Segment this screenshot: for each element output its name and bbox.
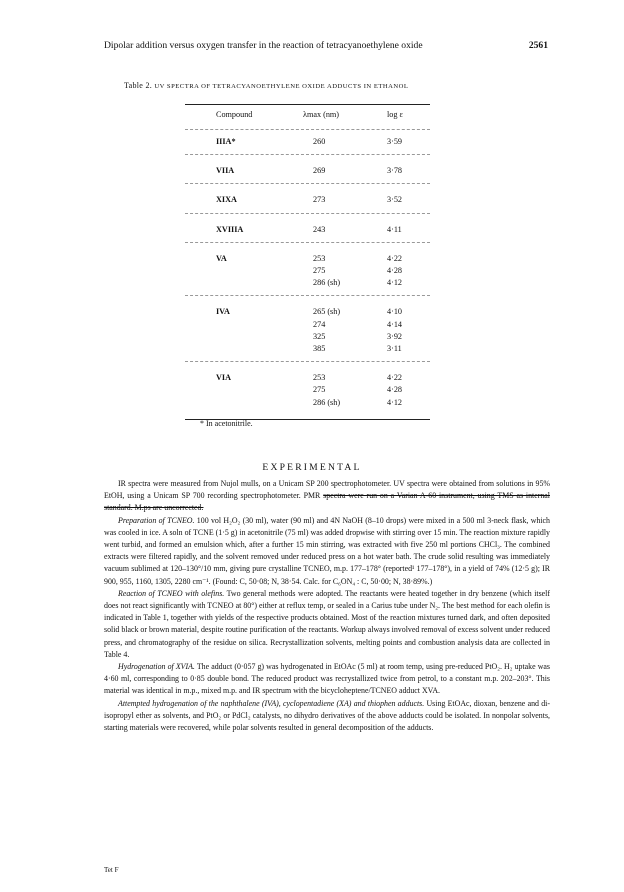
table-label: Table 2. [124, 81, 153, 90]
row-separator [185, 183, 430, 184]
lambda-cell: 275 [313, 266, 326, 275]
paragraph [104, 478, 550, 515]
paragraph-lead: Reaction of TCNEO with olefins. [118, 588, 225, 598]
section-heading: EXPERIMENTAL [262, 462, 362, 473]
paragraph-lead: Preparation of TCNEO. [118, 515, 195, 525]
lambda-cell: 274 [313, 319, 326, 329]
lambda-cell: 260 [313, 137, 326, 146]
loge-cell: 4·28 [387, 385, 403, 395]
table-footnote: * In acetonitrile. [200, 419, 253, 428]
row-separator [185, 213, 430, 214]
compound-cell: VIA [216, 373, 232, 383]
paragraph-lead: Hydrogenation of XVIA. [118, 662, 195, 672]
loge-cell: 4·12 [387, 278, 403, 288]
paragraph-text: 100 vol H₂O₂ (30 ml), water (90 ml) and 4N NaOH (8–10 drops) were mixed in a 500 ml 3-neck flask, which was cooled in ice. A soln of TCNE (1·5 g) in acetonitrile (75 ml) was added dropwise with stirring over 15 min. The reaction mixture rapidly went turbid, and formed an emulsion which, after a further 15 min stirring, was extracted with five 250 ml portions CHCl₃. The combined extracts were filtered rapidly, and the solvent removed under reduced press on a hot water bath. The crude solid resulting was immediately vacuum sublimed at 120–130°/10 mm, giving pure crystalline TCNEO, m.p. 177–178° (reported¹ 177–178°), in a yield of 74% (12·5 g); IR 900, 955, 1160, 1305, 2280 cm⁻¹. (Found: C, 50·08; N, 38·54. Calc. for C₆ON₄ : C, 50·00; N, 38·89%.) [104, 515, 550, 586]
paragraph-text: The adduct (0·057 g) was hydrogenated in EtOAc (5 ml) at room temp, using pre-reduced PtO₂. H₂ uptake was 4·60 ml, corresponding to 0·85 double bond. The reduced product was recrystallized twice from petrol, to a constant m.p. 202–203°. This material was identical in m.p., mixed m.p. and IR spectrum with the bicycloheptene/TCNEO adduct XVA. [104, 662, 550, 696]
lambda-cell: 385 [313, 344, 326, 353]
lambda-cell: 243 [313, 224, 326, 234]
paragraph [104, 661, 550, 698]
paragraph [104, 515, 550, 588]
uv-spectra-table [185, 104, 430, 422]
row-separator [185, 361, 430, 362]
paragraph-lead: Attempted hydrogenation of the naphthalene (IVA), cyclopentadiene (XA) and thiophen adducts. [118, 698, 425, 708]
compound-cell: XIXA [216, 195, 237, 205]
loge-cell: 4·28 [387, 266, 403, 275]
lambda-cell: 275 [313, 385, 326, 395]
loge-cell: 4·14 [387, 319, 403, 329]
compound-cell: IIIA* [216, 137, 236, 146]
lambda-cell: 273 [313, 195, 326, 205]
running-title: Dipolar addition versus oxygen transfer in the reaction of tetracyanoethylene oxide [104, 40, 423, 51]
lambda-cell: 269 [313, 166, 326, 176]
compound-cell: IVA [216, 307, 230, 317]
paragraph [104, 698, 550, 735]
row-separator [185, 154, 430, 155]
table-top-rule [185, 104, 430, 105]
row-separator [185, 242, 430, 243]
loge-cell: 4·10 [387, 307, 403, 317]
column-header-compound: Compound [216, 110, 253, 119]
lambda-cell: 253 [313, 373, 326, 383]
compound-cell: VIIA [216, 166, 235, 176]
column-header-lambda: λmax (nm) [303, 110, 340, 119]
loge-cell: 3·11 [387, 344, 402, 353]
paragraph-text: IR spectra were measured from Nujol mulls, on a Unicam SP 200 spectrophotometer. UV spectra were obtained from solutions in 95% EtOH, using a Unicam SP 700 recording spectrophotometer. PMR [104, 479, 550, 501]
loge-cell: 3·92 [387, 331, 403, 341]
loge-cell: 3·78 [387, 166, 403, 176]
column-header-loge: log ε [387, 110, 403, 119]
paragraph [104, 588, 550, 661]
running-header [104, 40, 548, 54]
row-separator [185, 295, 430, 296]
loge-cell: 4·12 [387, 397, 403, 407]
compound-cell: VA [216, 253, 227, 263]
paragraph-text: Using EtOAc, dioxan, benzene and di-isopropyl ether as solvents, and PtO₂ or PdCl₂ catalysts, no dihydro derivatives of the above adducts could be isolated. In nonpolar solvents, starting materials were recovered, while polar solvents resulted in general decomposition of the adducts. [104, 698, 551, 733]
lambda-cell: 286 (sh) [313, 278, 341, 288]
lambda-cell: 253 [313, 253, 326, 263]
corner-mark: Tet F [104, 866, 119, 874]
table-caption [124, 81, 408, 90]
experimental-text [104, 478, 550, 734]
loge-cell: 4·11 [387, 224, 402, 234]
table-header-rule [185, 129, 430, 130]
struck-text: spectra were run on a Varian A-60 instrument, using TMS as internal standard. M.ps are uncorrected. [104, 491, 550, 513]
lambda-cell: 265 (sh) [313, 307, 341, 317]
loge-cell: 4·22 [387, 253, 403, 263]
lambda-cell: 286 (sh) [313, 397, 341, 407]
page-number: 2561 [528, 40, 548, 51]
paragraph-text: Two general methods were adopted. The reactants were heated together in dry benzene (which itself does not react significantly with TCNEO at 80°) either at reflux temp, or sealed in a Carius tube under N₂. The best method for each olefin is indicated in Table 1, together with yields of the respective products obtained. Most of the reaction mixtures turned dark, and often deposited solid black or brown material, despite routine purification of the reactants. Workup always involved removal of excess solvent under reduced press, and chromatography of the residue on silica. Recrystallization solvents, melting points and combustion analysis data are collected in Table 4. [104, 588, 550, 659]
loge-cell: 4·22 [387, 373, 403, 383]
lambda-cell: 325 [313, 331, 326, 341]
loge-cell: 3·59 [387, 137, 403, 146]
table-title: UV SPECTRA OF TETRACYANOETHYLENE OXIDE ADDUCTS IN ETHANOL [154, 83, 409, 90]
compound-cell: XVIIIA [216, 224, 244, 234]
loge-cell: 3·52 [387, 195, 403, 205]
